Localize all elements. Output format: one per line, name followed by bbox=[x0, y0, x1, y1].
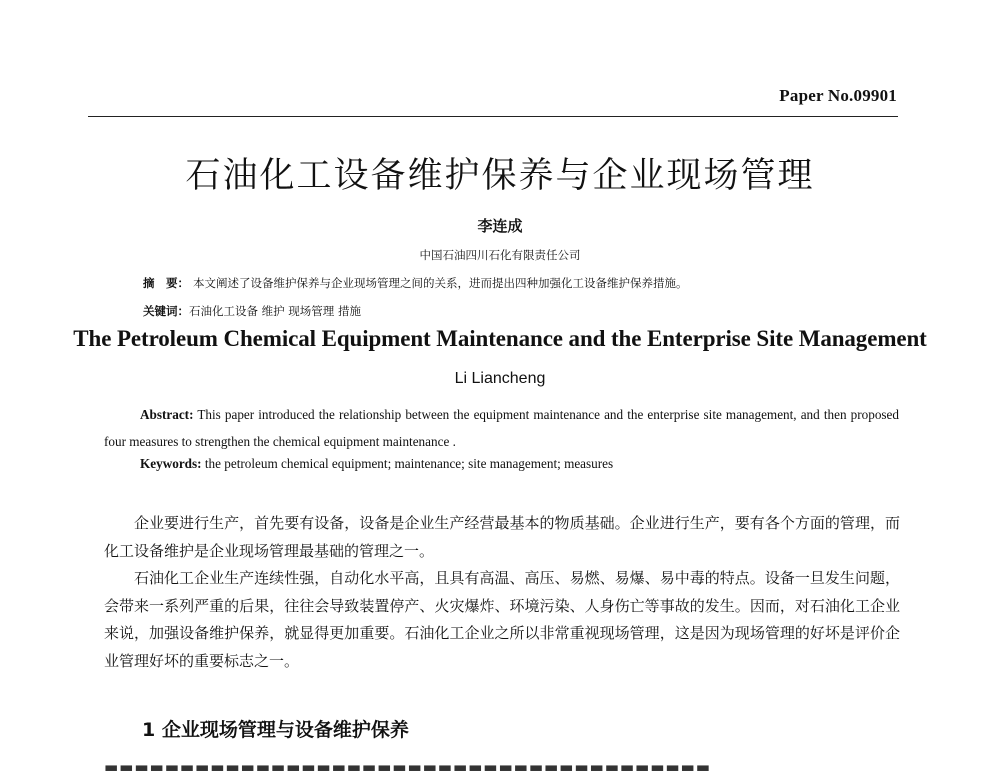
cut-off-text-placeholder: ▬▬▬▬▬▬▬▬▬▬▬▬▬▬▬▬▬▬▬▬▬▬▬▬▬▬▬▬▬▬▬▬▬▬▬▬▬▬▬▬ bbox=[104, 758, 711, 776]
abstract-english-label: Abstract: bbox=[140, 407, 194, 422]
author-chinese: 李连成 bbox=[477, 217, 523, 235]
author-english: Li Liancheng bbox=[454, 370, 546, 387]
keywords-english-label: Keywords: bbox=[140, 456, 202, 471]
body-paragraph: 企业要进行生产，首先要有设备，设备是企业生产经营最基本的物质基础。企业进行生产，要有各个方面的管理，而化工设备维护是企业现场管理最基础的管理之一。 bbox=[104, 514, 900, 560]
paper-number: Paper No.09901 bbox=[779, 86, 897, 105]
section-heading: 1 企业现场管理与设备维护保养 bbox=[142, 719, 409, 741]
body-paragraph: 石油化工企业生产连续性强，自动化水平高，且具有高温、高压、易燃、易爆、易中毒的特点。设备一旦发生问题，会带来一系列严重的后果，往往会导致装置停产、火灾爆炸、环境污染、人身伤亡等事故的发生。因而，对石油化工企业来说，加强设备维护保养，就显得更加重要。石油化工企业之所以非常重视现场管理，这是因为现场管理的好坏是评价企业管理好坏的重要标志之一。 bbox=[104, 569, 900, 670]
title-chinese: 石油化工设备维护保养与企业现场管理 bbox=[185, 156, 815, 196]
abstract-english bbox=[104, 401, 899, 455]
abstract-chinese-text: 本文阐述了设备维护保养与企业现场管理之间的关系，进而提出四种加强化工设备维护保养措施。 bbox=[193, 276, 688, 290]
keywords-english bbox=[140, 456, 613, 472]
keywords-english-text: the petroleum chemical equipment; maintenance; site management; measures bbox=[201, 456, 614, 471]
keywords-chinese-label: 关键词： bbox=[143, 304, 189, 318]
header-rule bbox=[88, 116, 898, 117]
body-text bbox=[104, 510, 900, 675]
abstract-chinese-label: 摘 要： bbox=[143, 276, 189, 290]
abstract-chinese bbox=[143, 275, 688, 291]
keywords-chinese bbox=[143, 303, 361, 319]
keywords-chinese-text: 石油化工设备 维护 现场管理 措施 bbox=[189, 304, 361, 318]
affiliation-chinese: 中国石油四川石化有限责任公司 bbox=[419, 248, 581, 262]
title-english: The Petroleum Chemical Equipment Maintenance and the Enterprise Site Management bbox=[73, 326, 927, 351]
abstract-english-text: This paper introduced the relationship between the equipment maintenance and the enterprise site management, and then proposed four measures to strengthen the chemical equipment maintenance . bbox=[104, 407, 899, 449]
cut-off-text-line bbox=[104, 752, 900, 776]
